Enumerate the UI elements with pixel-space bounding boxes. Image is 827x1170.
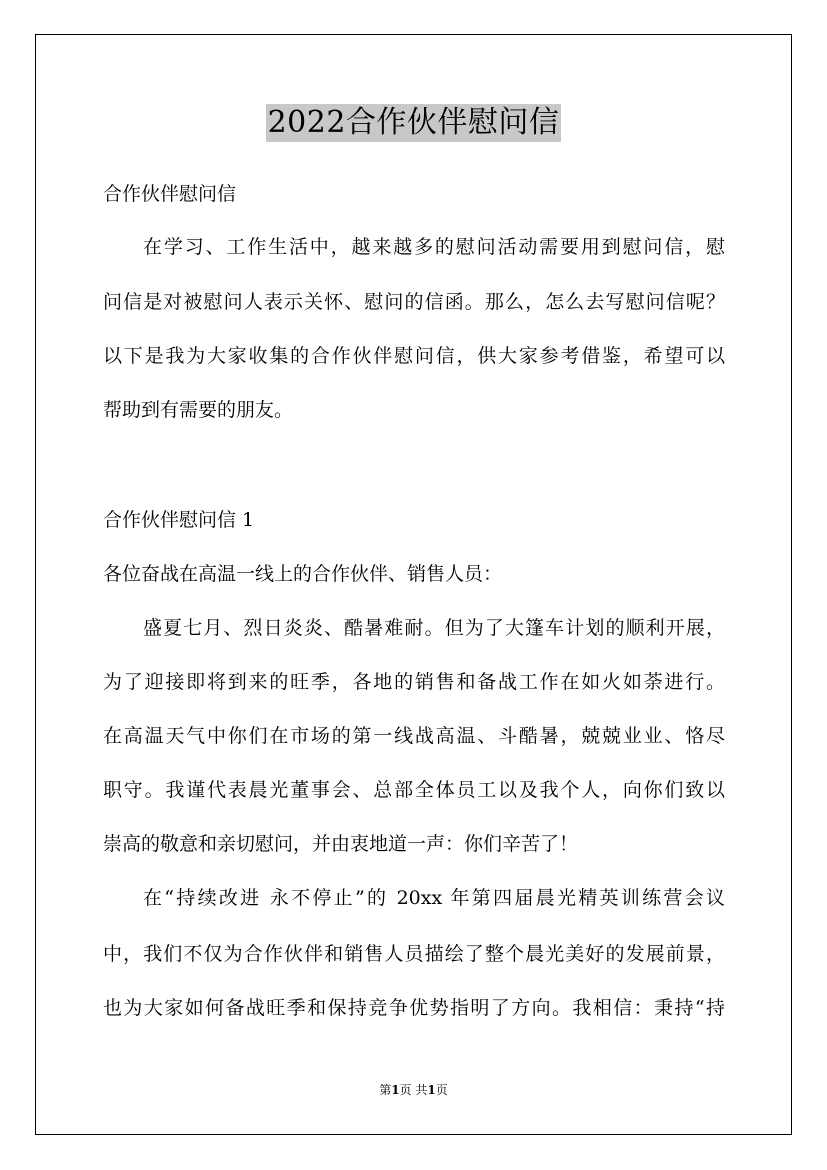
intro-line: 问信是对被慰问人表示关怀、慰问的信函。那么，怎么去写慰问信呢？ bbox=[103, 291, 725, 313]
footer-page-total: 1 bbox=[427, 1083, 436, 1097]
paragraph-line: 中，我们不仅为合作伙伴和销售人员描绘了整个晨光美好的发展前景， bbox=[103, 943, 725, 965]
subtitle: 合作伙伴慰问信 bbox=[103, 183, 237, 205]
footer-page-prefix: 第 bbox=[379, 1083, 392, 1097]
paragraph-line: 职守。我谨代表晨光董事会、总部全体员工以及我个人，向你们致以 bbox=[103, 779, 725, 801]
intro-line: 以下是我为大家收集的合作伙伴慰问信，供大家参考借鉴，希望可以 bbox=[103, 345, 725, 367]
footer-page-mid: 页 共 bbox=[399, 1083, 428, 1097]
paragraph-line: 在“持续改进 永不停止”的 20xx 年第四届晨光精英训练营会议 bbox=[143, 887, 725, 909]
paragraph-line: 在高温天气中你们在市场的第一线战高温、斗酷暑，兢兢业业、恪尽 bbox=[103, 725, 725, 747]
document-title-wrapper bbox=[0, 104, 827, 142]
page-footer bbox=[0, 1082, 827, 1098]
footer-page-number: 1 bbox=[391, 1083, 400, 1097]
document-title: 2022合作伙伴慰问信 bbox=[267, 105, 560, 140]
section-heading: 合作伙伴慰问信 1 bbox=[103, 509, 255, 531]
paragraph-line: 为了迎接即将到来的旺季，各地的销售和备战工作在如火如荼进行。 bbox=[103, 671, 725, 693]
intro-line: 在学习、工作生活中，越来越多的慰问活动需要用到慰问信，慰 bbox=[143, 236, 725, 258]
paragraph-line: 也为大家如何备战旺季和保持竞争优势指明了方向。我相信：秉持“持 bbox=[103, 997, 725, 1019]
salutation: 各位奋战在高温一线上的合作伙伴、销售人员： bbox=[103, 563, 503, 585]
paragraph-line: 盛夏七月、烈日炎炎、酷暑难耐。但为了大篷车计划的顺利开展， bbox=[143, 617, 725, 639]
footer-page-suffix: 页 bbox=[435, 1083, 448, 1097]
intro-line: 帮助到有需要的朋友。 bbox=[103, 399, 294, 421]
paragraph-line: 崇高的敬意和亲切慰问，并由衷地道一声：你们辛苦了！ bbox=[103, 833, 579, 855]
